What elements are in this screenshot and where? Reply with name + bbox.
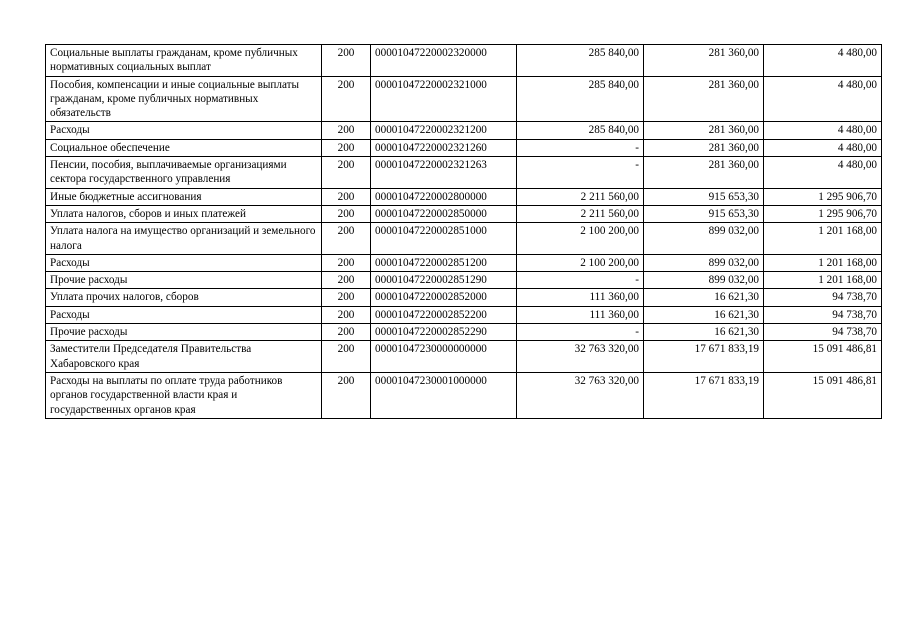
cell-unexecuted-amount: 1 201 168,00 bbox=[764, 223, 882, 255]
cell-indicator-name: Социальное обеспечение bbox=[46, 139, 322, 156]
cell-approved-appropriations: 111 360,00 bbox=[517, 306, 644, 323]
cell-executed-amount: 16 621,30 bbox=[644, 324, 764, 341]
cell-approved-appropriations: 32 763 320,00 bbox=[517, 341, 644, 373]
cell-approved-appropriations: 111 360,00 bbox=[517, 289, 644, 306]
cell-indicator-name: Прочие расходы bbox=[46, 324, 322, 341]
cell-budget-classification-code: 00001047220002320000 bbox=[371, 45, 517, 77]
table-row bbox=[46, 341, 882, 373]
cell-executed-amount: 281 360,00 bbox=[644, 76, 764, 122]
cell-line-code: 200 bbox=[322, 157, 371, 189]
cell-budget-classification-code: 00001047220002321260 bbox=[371, 139, 517, 156]
cell-approved-appropriations: 32 763 320,00 bbox=[517, 372, 644, 418]
cell-executed-amount: 915 653,30 bbox=[644, 188, 764, 205]
table-row bbox=[46, 372, 882, 418]
cell-line-code: 200 bbox=[322, 45, 371, 77]
cell-unexecuted-amount: 4 480,00 bbox=[764, 45, 882, 77]
cell-indicator-name: Пособия, компенсации и иные социальные выплаты гражданам, кроме публичных нормативных обязательств bbox=[46, 76, 322, 122]
table-row bbox=[46, 188, 882, 205]
budget-execution-table bbox=[45, 44, 882, 419]
table-row bbox=[46, 205, 882, 222]
cell-indicator-name: Заместители Председателя Правительства Хабаровского края bbox=[46, 341, 322, 373]
cell-indicator-name: Иные бюджетные ассигнования bbox=[46, 188, 322, 205]
cell-indicator-name: Социальные выплаты гражданам, кроме публичных нормативных социальных выплат bbox=[46, 45, 322, 77]
cell-indicator-name: Расходы на выплаты по оплате труда работников органов государственной власти края и государственных органов края bbox=[46, 372, 322, 418]
cell-unexecuted-amount: 1 295 906,70 bbox=[764, 205, 882, 222]
cell-approved-appropriations: - bbox=[517, 157, 644, 189]
table-row bbox=[46, 324, 882, 341]
cell-executed-amount: 281 360,00 bbox=[644, 122, 764, 139]
cell-approved-appropriations: 2 100 200,00 bbox=[517, 254, 644, 271]
cell-line-code: 200 bbox=[322, 289, 371, 306]
cell-executed-amount: 899 032,00 bbox=[644, 272, 764, 289]
cell-budget-classification-code: 00001047230001000000 bbox=[371, 372, 517, 418]
cell-approved-appropriations: 2 211 560,00 bbox=[517, 188, 644, 205]
cell-approved-appropriations: - bbox=[517, 324, 644, 341]
cell-unexecuted-amount: 94 738,70 bbox=[764, 324, 882, 341]
table-body bbox=[46, 45, 882, 419]
cell-unexecuted-amount: 4 480,00 bbox=[764, 76, 882, 122]
table-row bbox=[46, 254, 882, 271]
cell-indicator-name: Расходы bbox=[46, 306, 322, 323]
cell-indicator-name: Расходы bbox=[46, 122, 322, 139]
cell-indicator-name: Уплата налогов, сборов и иных платежей bbox=[46, 205, 322, 222]
cell-line-code: 200 bbox=[322, 341, 371, 373]
cell-budget-classification-code: 00001047220002852200 bbox=[371, 306, 517, 323]
cell-indicator-name: Расходы bbox=[46, 254, 322, 271]
cell-line-code: 200 bbox=[322, 254, 371, 271]
cell-budget-classification-code: 00001047220002850000 bbox=[371, 205, 517, 222]
cell-budget-classification-code: 00001047220002852290 bbox=[371, 324, 517, 341]
cell-unexecuted-amount: 4 480,00 bbox=[764, 139, 882, 156]
cell-executed-amount: 281 360,00 bbox=[644, 139, 764, 156]
cell-line-code: 200 bbox=[322, 372, 371, 418]
cell-budget-classification-code: 00001047230000000000 bbox=[371, 341, 517, 373]
cell-line-code: 200 bbox=[322, 188, 371, 205]
cell-budget-classification-code: 00001047220002321200 bbox=[371, 122, 517, 139]
cell-approved-appropriations: 285 840,00 bbox=[517, 45, 644, 77]
table-row bbox=[46, 122, 882, 139]
cell-indicator-name: Прочие расходы bbox=[46, 272, 322, 289]
cell-executed-amount: 17 671 833,19 bbox=[644, 341, 764, 373]
cell-line-code: 200 bbox=[322, 76, 371, 122]
cell-executed-amount: 899 032,00 bbox=[644, 254, 764, 271]
cell-line-code: 200 bbox=[322, 272, 371, 289]
cell-line-code: 200 bbox=[322, 223, 371, 255]
cell-line-code: 200 bbox=[322, 324, 371, 341]
cell-budget-classification-code: 00001047220002321000 bbox=[371, 76, 517, 122]
cell-line-code: 200 bbox=[322, 205, 371, 222]
cell-line-code: 200 bbox=[322, 306, 371, 323]
cell-indicator-name: Уплата прочих налогов, сборов bbox=[46, 289, 322, 306]
cell-unexecuted-amount: 15 091 486,81 bbox=[764, 372, 882, 418]
cell-unexecuted-amount: 4 480,00 bbox=[764, 157, 882, 189]
cell-approved-appropriations: - bbox=[517, 272, 644, 289]
cell-executed-amount: 17 671 833,19 bbox=[644, 372, 764, 418]
cell-budget-classification-code: 00001047220002851200 bbox=[371, 254, 517, 271]
cell-approved-appropriations: 285 840,00 bbox=[517, 122, 644, 139]
cell-executed-amount: 281 360,00 bbox=[644, 45, 764, 77]
cell-unexecuted-amount: 15 091 486,81 bbox=[764, 341, 882, 373]
table-row bbox=[46, 76, 882, 122]
cell-executed-amount: 281 360,00 bbox=[644, 157, 764, 189]
table-row bbox=[46, 306, 882, 323]
cell-unexecuted-amount: 4 480,00 bbox=[764, 122, 882, 139]
cell-unexecuted-amount: 1 201 168,00 bbox=[764, 272, 882, 289]
cell-line-code: 200 bbox=[322, 139, 371, 156]
cell-approved-appropriations: - bbox=[517, 139, 644, 156]
cell-unexecuted-amount: 94 738,70 bbox=[764, 306, 882, 323]
cell-budget-classification-code: 00001047220002852000 bbox=[371, 289, 517, 306]
cell-budget-classification-code: 00001047220002851290 bbox=[371, 272, 517, 289]
cell-budget-classification-code: 00001047220002800000 bbox=[371, 188, 517, 205]
cell-unexecuted-amount: 1 295 906,70 bbox=[764, 188, 882, 205]
cell-indicator-name: Уплата налога на имущество организаций и земельного налога bbox=[46, 223, 322, 255]
cell-executed-amount: 899 032,00 bbox=[644, 223, 764, 255]
cell-executed-amount: 915 653,30 bbox=[644, 205, 764, 222]
table-row bbox=[46, 139, 882, 156]
table-row bbox=[46, 272, 882, 289]
cell-approved-appropriations: 2 211 560,00 bbox=[517, 205, 644, 222]
cell-budget-classification-code: 00001047220002851000 bbox=[371, 223, 517, 255]
cell-executed-amount: 16 621,30 bbox=[644, 306, 764, 323]
cell-budget-classification-code: 00001047220002321263 bbox=[371, 157, 517, 189]
cell-indicator-name: Пенсии, пособия, выплачиваемые организациями сектора государственного управления bbox=[46, 157, 322, 189]
table-row bbox=[46, 157, 882, 189]
cell-executed-amount: 16 621,30 bbox=[644, 289, 764, 306]
table-row bbox=[46, 223, 882, 255]
cell-approved-appropriations: 2 100 200,00 bbox=[517, 223, 644, 255]
table-row bbox=[46, 45, 882, 77]
cell-approved-appropriations: 285 840,00 bbox=[517, 76, 644, 122]
cell-unexecuted-amount: 94 738,70 bbox=[764, 289, 882, 306]
cell-unexecuted-amount: 1 201 168,00 bbox=[764, 254, 882, 271]
table-row bbox=[46, 289, 882, 306]
cell-line-code: 200 bbox=[322, 122, 371, 139]
